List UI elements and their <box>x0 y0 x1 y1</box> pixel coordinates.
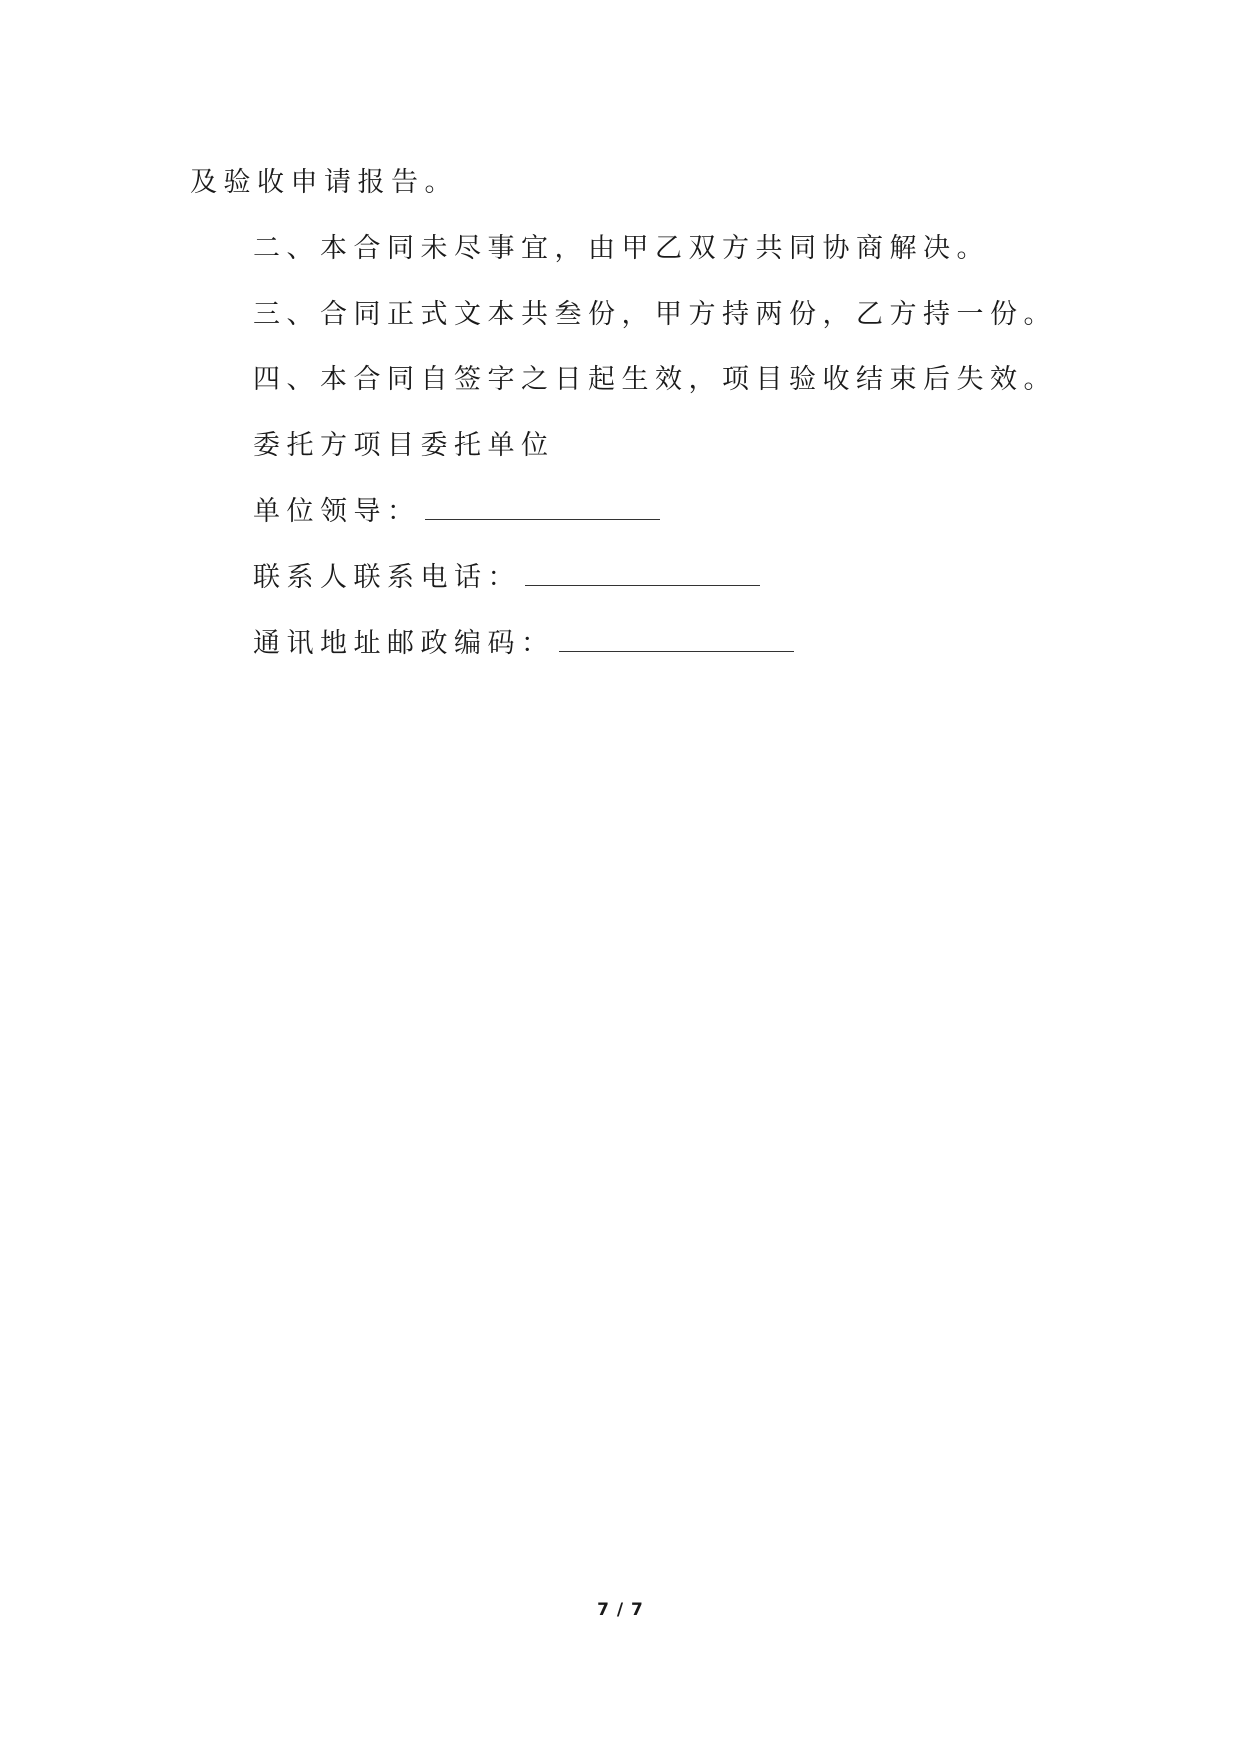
page-number: 7 / 7 <box>597 1600 644 1620</box>
continuation-text: 及验收申请报告。 <box>190 167 458 198</box>
unit-leader-blank <box>425 495 660 520</box>
contact-blank <box>525 561 760 586</box>
address-blank <box>559 627 794 652</box>
clause-4: 四、本合同自签字之日起生效，项目验收结束后失效。 <box>253 364 1057 395</box>
clause-3: 三、合同正式文本共叁份，甲方持两份，乙方持一份。 <box>253 299 1057 330</box>
unit-leader-label: 单位领导： <box>253 496 421 527</box>
contact-label: 联系人联系电话： <box>253 562 521 593</box>
unit-leader-row <box>253 495 660 529</box>
clause-2: 二、本合同未尽事宜，由甲乙双方共同协商解决。 <box>253 233 990 264</box>
address-label: 通讯地址邮政编码： <box>253 628 555 659</box>
signature-heading: 委托方项目委托单位 <box>253 430 555 461</box>
contact-row <box>253 561 760 595</box>
address-row <box>253 627 794 661</box>
